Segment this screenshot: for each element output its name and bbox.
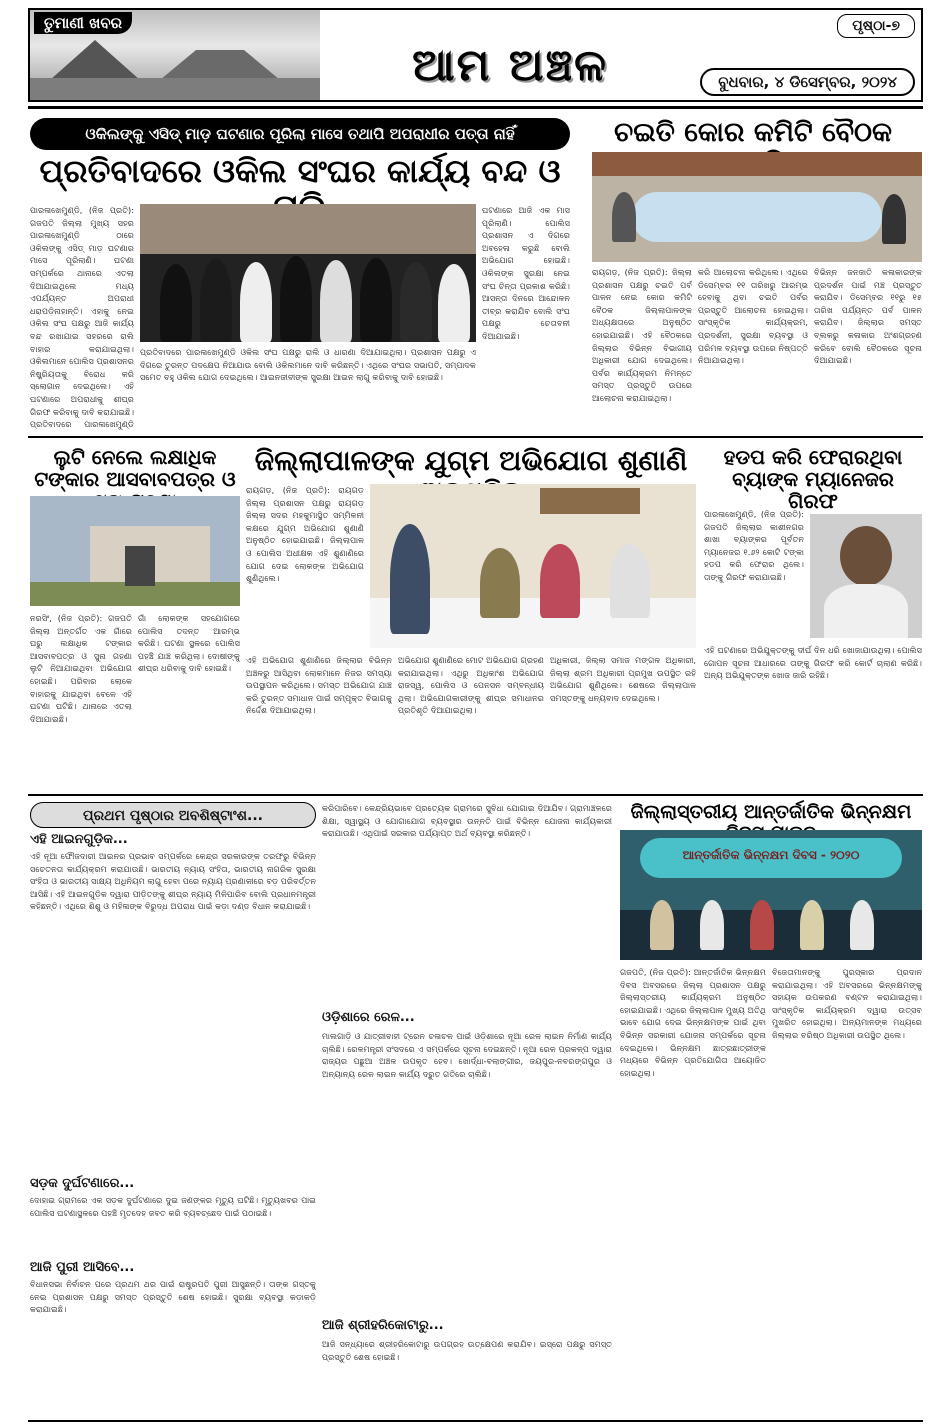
story1-column-1: ପାରଳାଖେମୁଣ୍ଡି, (ନିଜ ପ୍ରତି): ଗଜପତି ଜିଲ୍ଲା ମୁଖ୍ୟ ସହର ପାରଳାଖେମୁଣ୍ଡି ଠାରେ ଓକିଲଙ୍କୁ ଏସିଡ୍ ମାଡ଼ ଘଟଣାର ମାସେ ପୂରିଲାଣି। ଘଟଣା ସମ୍ପର୍କରେ ଥାନାରେ ଏତଲା ଦିଆଯାଇଥିଲେ ମଧ୍ୟ ଏପର୍ଯ୍ୟନ୍ତ ଅପରାଧୀ ଧରାପଡ଼ିନାହାନ୍ତି। ଏହାକୁ ନେଇ ଓକିଲ ସଂଘ ପକ୍ଷରୁ ଆଜି କାର୍ଯ୍ୟ ବନ୍ଦ ରଖାଯାଇ ସହରରେ ରାଲି ବାହାର କରାଯାଇଥିଲା। ଓକିଲମାନେ ପୋଲିସ ପ୍ରଶାସନର ନିଷ୍କ୍ରିୟତାକୁ ବିରୋଧ କରି ସ୍ଲୋଗାନ ଦେଇଥିଲେ। ଏହି ଘଟଣାରେ ଅପରାଧୀକୁ ଶୀଘ୍ର ଗିରଫ କରିବାକୁ ଦାବି କରାଯାଇଛି। ପ୍ରତିବାଦରେ ପାରଳାଖେମୁଣ୍ଡି [30,205,134,430]
continuation-text-sriharikota: ଆଜି ସନ୍ଧ୍ୟାରେ ଶ୍ରୀହରିକୋଟାରୁ ଉପଗ୍ରହ ଉତ୍କ୍ଷେପଣ କରାଯିବ। ଇସ୍ରୋ ପକ୍ଷରୁ ସମସ୍ତ ପ୍ରସ୍ତୁତି ଶେଷ ହୋଇଛି। [322,1339,612,1362]
continuation-section-title: ପ୍ରଥମ ପୃଷ୍ଠାର ଅବଶିଷ୍ଟାଂଶ... [30,802,316,828]
story2-column-3: ବିଭିନ୍ନ ଜନଜାତି କଳାକାରଙ୍କ ପ୍ରଦର୍ଶନ ପାଇଁ ମଞ୍ଚ ପ୍ରସ୍ତୁତ କରାଯିବ। ଡିସେମ୍ବର ୧୧ରୁ ୧୫ ତାରିଖ ପର୍ଯ୍ୟନ୍ତ ପର୍ବ ପାଳନ କରାଯିବ। ଜିଲ୍ଲାର ସମସ୍ତ ବ୍ଲକରୁ କଳାକାର ଅଂଶଗ୍ରହଣ କରିବେ ବୋଲି ବୈଠକରେ ସୂଚନା ଦିଆଯାଇଛି। [814,267,922,366]
continuation-text-accident: ଦୋହାଇ ଗ୍ରାମରେ ଏକ ସଡ଼କ ଦୁର୍ଘଟଣାରେ ଦୁଇ ଜଣଙ୍କର ମୃତ୍ୟୁ ଘଟିଛି। ମୃତ୍ୟୁଖବର ପାଇ ପୋଲିସ ଘଟଣାସ୍ଥଳରେ ପହଞ୍ଚି ମୃତଦେହ ଜବତ କରି ବ୍ୟବଚ୍ଛେଦ ପାଇଁ ପଠାଇଛି। [30,1195,316,1218]
bottom-rule [28,1420,923,1422]
top-rule [28,106,923,109]
continuation-text-laws: ଏହି ନୂଆ ଫୌଜଦାରୀ ଆଇନର ପ୍ରଭାବ ସମ୍ପର୍କରେ କେନ୍ଦ୍ର ସରକାରଙ୍କ ତରଫରୁ ବିଭିନ୍ନ ସଚେତନତା କାର୍ଯ୍ୟକ୍ରମ କରାଯାଉଛି। ଭାରତୀୟ ନ୍ୟାୟ ସଂହିତା, ଭାରତୀୟ ନାଗରିକ ସୁରକ୍ଷା ସଂହିତା ଓ ଭାରତୀୟ ସାକ୍ଷ୍ୟ ଅଧିନିୟମ ଲାଗୁ ହେବା ପରେ ନ୍ୟାୟ ପ୍ରଣାଳୀରେ ବଡ଼ ପରିବର୍ତ୍ତନ ଆସିଛି। ଏହି ଆଇନଗୁଡ଼ିକ ଦ୍ୱାରା ପୀଡ଼ିତଙ୍କୁ ଶୀଘ୍ର ନ୍ୟାୟ ମିଳିପାରିବ ବୋଲି ପ୍ରଧାନମନ୍ତ୍ରୀ କହିଛନ୍ତି। ଏଥିରେ ଶିଶୁ ଓ ମହିଳାଙ୍କ ବିରୁଦ୍ଧ ଅପରାଧ ପାଇଁ କଡ଼ା ଦଣ୍ଡ ବିଧାନ କରାଯାଇଛି। [30,851,316,912]
story4-column-2: ଅଭିଯୋଗ ଶୁଣାଣିରେ ମୋଟ ଅଭିଯୋଗ ଗ୍ରହଣ କରାଯାଇଥିଲା। ଏଥିରୁ ଅଧିକାଂଶ ଅଭିଯୋଗ ରାଜସ୍ୱ, ପୋଲିସ ଓ ପେନସନ ସମ୍ବନ୍ଧୀୟ ଥିଲା। ଅଭିଯୋଗକାରୀଙ୍କୁ ଶୀଘ୍ର ସମାଧାନର ପ୍ରତିଶୃତି ଦିଆଯାଇଥିଲା। [398,655,544,716]
continuation-text-rural: କରିପାରିବେ। କେନ୍ଦ୍ରିୟଭାବେ ପ୍ରତ୍ୟେକ ଗ୍ରାମରେ ସୁବିଧା ଯୋଗାଇ ଦିଆଯିବ। ଗ୍ରାମାଞ୍ଚଳରେ ଶିକ୍ଷା, ସ୍ୱାସ୍ଥ୍ୟ ଓ ଯୋଗାଯୋଗ ବ୍ୟବସ୍ଥାର ଉନ୍ନତି ପାଇଁ ବିଭିନ୍ନ ଯୋଜନା କାର୍ଯ୍ୟକାରୀ କରାଯାଉଛି। ଏଥିପାଇଁ ସରକାର ପର୍ଯ୍ୟାପ୍ତ ଅର୍ଥ ବ୍ୟବସ୍ଥା କରିଛନ୍ତି। [322,803,612,839]
story6-banner: ଆନ୍ତର୍ଜାତିକ ଭିନ୍ନକ୍ଷମ ଦିବସ - ୨୦୨୦ [682,848,860,862]
masthead [28,8,923,102]
story6-photo-event [620,830,922,960]
story3-headline: ଲୁଟି ନେଲେ ଲକ୍ଷାଧିକ ଟଙ୍କାର ଆସବାବପତ୍ର ଓ [34,445,236,491]
story6-column-2: ବିଜେତାମାନଙ୍କୁ ପୁରସ୍କାର ପ୍ରଦାନ କରାଯାଇଥିଲା। ଏହି ଅବସରରେ ଭିନ୍ନକ୍ଷମଙ୍କୁ ସହାୟକ ଉପକରଣ ବଣ୍ଟନ କରାଯାଇଥିଲା। ସାଂସ୍କୃତିକ କାର୍ଯ୍ୟକ୍ରମ ଦ୍ୱାରା ଉତ୍ସବ ମୁଖରିତ ହୋଇଥିଲା। ଅନ୍ୟମାନଙ୍କ ମଧ୍ୟରେ ଜିଲ୍ଲାର ବରିଷ୍ଠ ଅଧିକାରୀ ଉପସ୍ଥିତ ଥିଲେ। [772,967,922,1040]
story3-photo-house [30,496,240,606]
story4-headline: ଜିଲ୍ଲାପାଳଙ୍କ ଯୁଗ୍ମ ଅଭିଯୋଗ ଶୁଣାଣି [254,444,688,477]
story3-column-2: ଗାଁ ଲୋକଙ୍କ ସହଯୋଗରେ ପୋଲିସ ତଦନ୍ତ ଆରମ୍ଭ କରିଛି। ଘଟଣା ସ୍ଥଳରେ ପୋଲିସ ପହଞ୍ଚି ଯାଞ୍ଚ କରିଥିଲା। ଦୋଷୀଙ୍କୁ ଶୀଘ୍ର ଧରିବାକୁ ଦାବି ହୋଇଛି। [138,613,240,674]
story1-column-2: ପ୍ରତିବାଦରେ ପାରଳାଖେମୁଣ୍ଡି ଓକିଲ ସଂଘ ପକ୍ଷରୁ ରାଲି ଓ ଧାରଣା ଦିଆଯାଇଥିଲା। ପ୍ରଶାସନ ପକ୍ଷରୁ ଏ ଦିଗରେ ତୁରନ୍ତ ପଦକ୍ଷେପ ନିଆଯାଉ ବୋଲି ଓକିଲମାନେ ଦାବି କରିଛନ୍ତି। ଏଥିରେ ସଂଘର ସଭାପତି, ସମ୍ପାଦକ ସମେତ ବହୁ ଓକିଲ ଯୋଗ ଦେଇଥିଲେ। ଆଇନଜୀବୀଙ୍କ ସୁରକ୍ଷା ଆଇନ ଲାଗୁ କରିବାକୁ ଦାବି ହୋଇଛି। [140,347,476,383]
story1-column-3: ଘଟଣାରେ ଆଜି ଏକ ମାସ ପୂରିଲାଣି। ପୋଲିସ ପ୍ରଶାସନ ଏ ଦିଗରେ ଅବହେଳା କରୁଛି ବୋଲି ଅଭିଯୋଗ ହୋଇଛି। ଓକିଲଙ୍କ ସୁରକ୍ଷା ନେଇ ସଂଘ ଚିନ୍ତା ପ୍ରକାଶ କରିଛି। ଆସନ୍ତା ଦିନରେ ଆନ୍ଦୋଳନ ତୀବ୍ର କରାଯିବ ବୋଲି ସଂଘ ପକ୍ଷରୁ ଚେତାବନୀ ଦିଆଯାଇଛି। [482,205,570,341]
continuation-sub-puri: ଆଜି ପୁରୀ ଆସିବେ... [30,1260,135,1275]
story4-column-3: ଅଧିକାରୀ, ଜିଲ୍ଲା ସମାଜ ମଙ୍ଗଳ ଅଧିକାରୀ, ଜିଲ୍ଲା ଶ୍ରମ ଅଧିକାରୀ ପ୍ରମୁଖ ଉପସ୍ଥିତ ରହି ଅଭିଯୋଗ ଶୁଣିଥିଲେ। ଶେଷରେ ଜିଲ୍ଲାପାଳ ସମସ୍ତଙ୍କୁ ଧନ୍ୟବାଦ ଦେଇଥିଲେ। [550,655,696,703]
story5-column-1: ପାରଳାଖେମୁଣ୍ଡି, (ନିଜ ପ୍ରତି): ଗଜପତି ଜିଲ୍ଲାର କାଶୀନଗର ଶାଖା ବ୍ୟାଙ୍କର ପୂର୍ବତନ ମ୍ୟାନେଜର ୧.୬୨ କୋଟି ଟଙ୍କା ହଡପ କରି ଫେରାର ଥିଲେ। ତାଙ୍କୁ ଗିରଫ କରାଯାଇଛି। [704,509,804,582]
story3-column-1: ନରସିଂ, (ନିଜ ପ୍ରତି): ଗଜପତି ଜିଲ୍ଲା ଅନ୍ତର୍ଗତ ଏକ ଗାଁରେ ଘରୁ ଲକ୍ଷାଧିକ ଟଙ୍କାର ଆସବାବପତ୍ର ଓ ସୁନା ଗହଣା ଲୁଟି ନିଆଯାଇଥିବା ଅଭିଯୋଗ ହୋଇଛି। ପରିବାର ଲୋକେ ବାହାରକୁ ଯାଇଥିବା ବେଳେ ଏହି ଘଟଣା ଘଟିଛି। ଥାନାରେ ଏତଲା ଦିଆଯାଇଛି। [30,613,132,724]
page-number: ପୃଷ୍ଠା-୭ [837,14,915,38]
continuation-text-puri: ବିଧାନସଭା ନିର୍ବାଚନ ପରେ ପ୍ରଥମ ଥର ପାଇଁ ରାଷ୍ଟ୍ରପତି ପୁରୀ ଆସୁଛନ୍ତି। ତାଙ୍କ ଗସ୍ତକୁ ନେଇ ପ୍ରଶାସନ ପକ୍ଷରୁ ସମସ୍ତ ପ୍ରସ୍ତୁତି ଶେଷ ହୋଇଛି। ସୁରକ୍ଷା ବ୍ୟବସ୍ଥା କଡ଼ାକଡ଼ି କରାଯାଇଛି। [30,1279,316,1315]
story2-column-2: କରି ଆଲୋଚନା କରିଥିଲେ। ଏଥିରେ ଡିସେମ୍ବର ୧୧ ତାରିଖରୁ ଆରମ୍ଭ ହେବାକୁ ଥିବା ଚଇତି ପର୍ବର ପ୍ରସ୍ତୁତି ଆଲୋଚନା ହୋଇଥିଲା। ସାଂସ୍କୃତିକ କାର୍ଯ୍ୟକ୍ରମ, ପ୍ରଦର୍ଶନୀ, ସୁରକ୍ଷା ବ୍ୟବସ୍ଥା ଓ ପରିମଳ ବ୍ୟବସ୍ଥା ଉପରେ ନିଷ୍ପତ୍ତି ନିଆଯାଇଥିଲା। [698,267,808,366]
story4-column-1: ଏହି ଅଭିଯୋଗ ଶୁଣାଣିରେ ଜିଲ୍ଲାର ବିଭିନ୍ନ ଅଞ୍ଚଳରୁ ଆସିଥିବା ଲୋକମାନେ ନିଜର ସମସ୍ୟା ଉପସ୍ଥାପନ କରିଥିଲେ। ସମସ୍ତ ଅଭିଯୋଗ ଯାଞ୍ଚ କରି ତୁରନ୍ତ ସମାଧାନ ପାଇଁ ସମ୍ପୃକ୍ତ ବିଭାଗକୁ ନିର୍ଦ୍ଦେଶ ଦିଆଯାଇଥିଲା। [246,655,392,716]
masthead-tag: ତୁମାଣୀ ଖବର [34,12,132,34]
row-divider-2 [28,794,923,796]
row-divider-1 [28,436,923,438]
story1-photo-lawyers-rally [140,204,476,342]
story4-photo-grievance-hearing [370,484,696,648]
story1-kicker: ଓକିଲଙ୍କୁ ଏସିଡ୍ ମାଡ଼ ଘଟଣାର ପୂରିଲା ମାସେ ତଥାପି ଅପରାଧୀର ପତ୍ତା ନାହିଁ [30,118,570,150]
story2-photo-meeting [592,152,922,262]
story5-headline: ହଡପ କରି ଫେରାରଥିବା ବ୍ୟାଙ୍କ ମ୍ୟାନେଜର ଗିରଫ [723,445,903,513]
story6-headline: ଜିଲ୍ଲାସ୍ତରୀୟ ଆନ୍ତର୍ଜାତିକ ଭିନ୍ନକ୍ଷମ [630,801,912,823]
story2-headline: ଚଇତି କୋର କମିଟି ବୈଠକ [614,117,892,148]
continuation-sub-laws: ଏହି ଆଇନଗୁଡ଼ିକ... [30,832,128,847]
story1-headline: ପ୍ରତିବାଦରେ ଓକିଲ ସଂଘର କାର୍ଯ୍ୟ ବନ୍ଦ ଓ [39,152,561,190]
story5-photo-manager [810,514,922,638]
page-title: ଆମ ଅଞ୍ଚଳ [412,40,608,91]
story5-column-2: ଏହି ଘଟଣାରେ ଅଭିଯୁକ୍ତଙ୍କୁ ଦୀର୍ଘ ଦିନ ଧରି ଖୋଜାଯାଉଥିଲା। ପୋଲିସ ଗୋପନ ସୂଚନା ଆଧାରରେ ତାଙ୍କୁ ଗିରଫ କରି କୋର୍ଟ ଚାଲାଣ କରିଛି। ଅନ୍ୟ ଅଭିଯୁକ୍ତଙ୍କ ଖୋଜ ଜାରି ରହିଛି। [704,645,922,681]
continuation-sub-rail: ଓଡ଼ିଶାରେ ରେଳ... [322,1010,415,1025]
continuation-sub-accident: ସଡ଼କ ଦୁର୍ଘଟଣାରେ... [30,1176,135,1191]
continuation-sub-sriharikota: ଆଜି ଶ୍ରୀହରିକୋଟାରୁ... [322,1318,444,1333]
continuation-text-rail: ମାଲଗାଡ଼ି ଓ ଯାତ୍ରୀବାହୀ ଟ୍ରେନ ଚଳାଚଳ ପାଇଁ ଓଡ଼ିଶାରେ ନୂଆ ରେଳ ଲାଇନ ନିର୍ମାଣ କାର୍ଯ୍ୟ ଚାଲିଛି। ରେଳମନ୍ତ୍ରୀ ସଂସଦରେ ଏ ସମ୍ପର୍କରେ ସୂଚନା ଦେଇଛନ୍ତି। ନୂଆ ରେଳ ପ୍ରକଳ୍ପ ଦ୍ୱାରା ରାଜ୍ୟର ପଛୁଆ ଅଞ୍ଚଳ ଉପକୃତ ହେବ। ଖୋର୍ଦ୍ଧା-ବଲାଙ୍ଗୀର, ଜୟପୁର-ନବରଙ୍ଗପୁର ଓ ଅନ୍ୟାନ୍ୟ ରେଳ ଲାଇନ କାର୍ଯ୍ୟ ଦ୍ରୁତ ଗତିରେ ଚାଲିଛି। [322,1031,612,1079]
story2-column-1: ରାୟଗଡ଼, (ନିଜ ପ୍ରତି): ଜିଲ୍ଲା ପ୍ରଶାସନ ପକ୍ଷରୁ ଚଇତି ପର୍ବ ପାଳନ ନେଇ କୋର କମିଟି ବୈଠକ ଜିଲ୍ଲାପାଳଙ୍କ ଅଧ୍ୟକ୍ଷତାରେ ଅନୁଷ୍ଠିତ ହୋଇଯାଇଛି। ଏହି ବୈଠକରେ ଜିଲ୍ଲାର ବିଭିନ୍ନ ବିଭାଗୀୟ ଅଧିକାରୀ ଯୋଗ ଦେଇଥିଲେ। ପର୍ବର କାର୍ଯ୍ୟକ୍ରମ ନିମନ୍ତେ ସମସ୍ତ ପ୍ରସ୍ତୁତି ଉପରେ ଆଲୋଚନା କରାଯାଇଥିଲା। [592,267,692,403]
issue-date: ବୁଧବାର, ୪ ଡିସେମ୍ବର, ୨୦୨୪ [700,68,915,96]
story6-column-1: ଗଜପତି, (ନିଜ ପ୍ରତି): ଆନ୍ତର୍ଜାତିକ ଭିନ୍ନକ୍ଷମ ଦିବସ ଅବସରରେ ଜିଲ୍ଲା ପ୍ରଶାସନ ପକ୍ଷରୁ ଜିଲ୍ଲାସ୍ତରୀୟ କାର୍ଯ୍ୟକ୍ରମ ଅନୁଷ୍ଠିତ ହୋଇଯାଇଛି। ଏଥିରେ ଜିଲ୍ଲାପାଳ ମୁଖ୍ୟ ଅତିଥି ଭାବେ ଯୋଗ ଦେଇ ଭିନ୍ନକ୍ଷମଙ୍କ ପାଇଁ ଥିବା ବିଭିନ୍ନ ସରକାରୀ ଯୋଜନା ସମ୍ପର୍କରେ ସୂଚନା ଦେଇଥିଲେ। ଭିନ୍ନକ୍ଷମ ଛାତ୍ରଛାତ୍ରୀଙ୍କ ମଧ୍ୟରେ ବିଭିନ୍ନ ପ୍ରତିଯୋଗିତା ଆୟୋଜିତ ହୋଇଥିଲା। [620,967,766,1078]
story4-intro: ରାୟଗଡ଼, (ନିଜ ପ୍ରତି): ରାୟଗଡ଼ ଜିଲ୍ଲା ପ୍ରଶାସନ ପକ୍ଷରୁ ରାୟଗଡ଼ ଜିଲ୍ଲା ସଦର ମହକୁମାସ୍ଥିତ ସମ୍ମିଳନୀ କକ୍ଷରେ ଯୁଗ୍ମ ଅଭିଯୋଗ ଶୁଣାଣି ଅନୁଷ୍ଠିତ ହୋଇଯାଇଛି। ଜିଲ୍ଲାପାଳ ଓ ପୋଲିସ ଅଧୀକ୍ଷକ ଏହି ଶୁଣାଣିରେ ଯୋଗ ଦେଇ ଲୋକଙ୍କ ଅଭିଯୋଗ ଶୁଣିଥିଲେ। [246,485,364,584]
